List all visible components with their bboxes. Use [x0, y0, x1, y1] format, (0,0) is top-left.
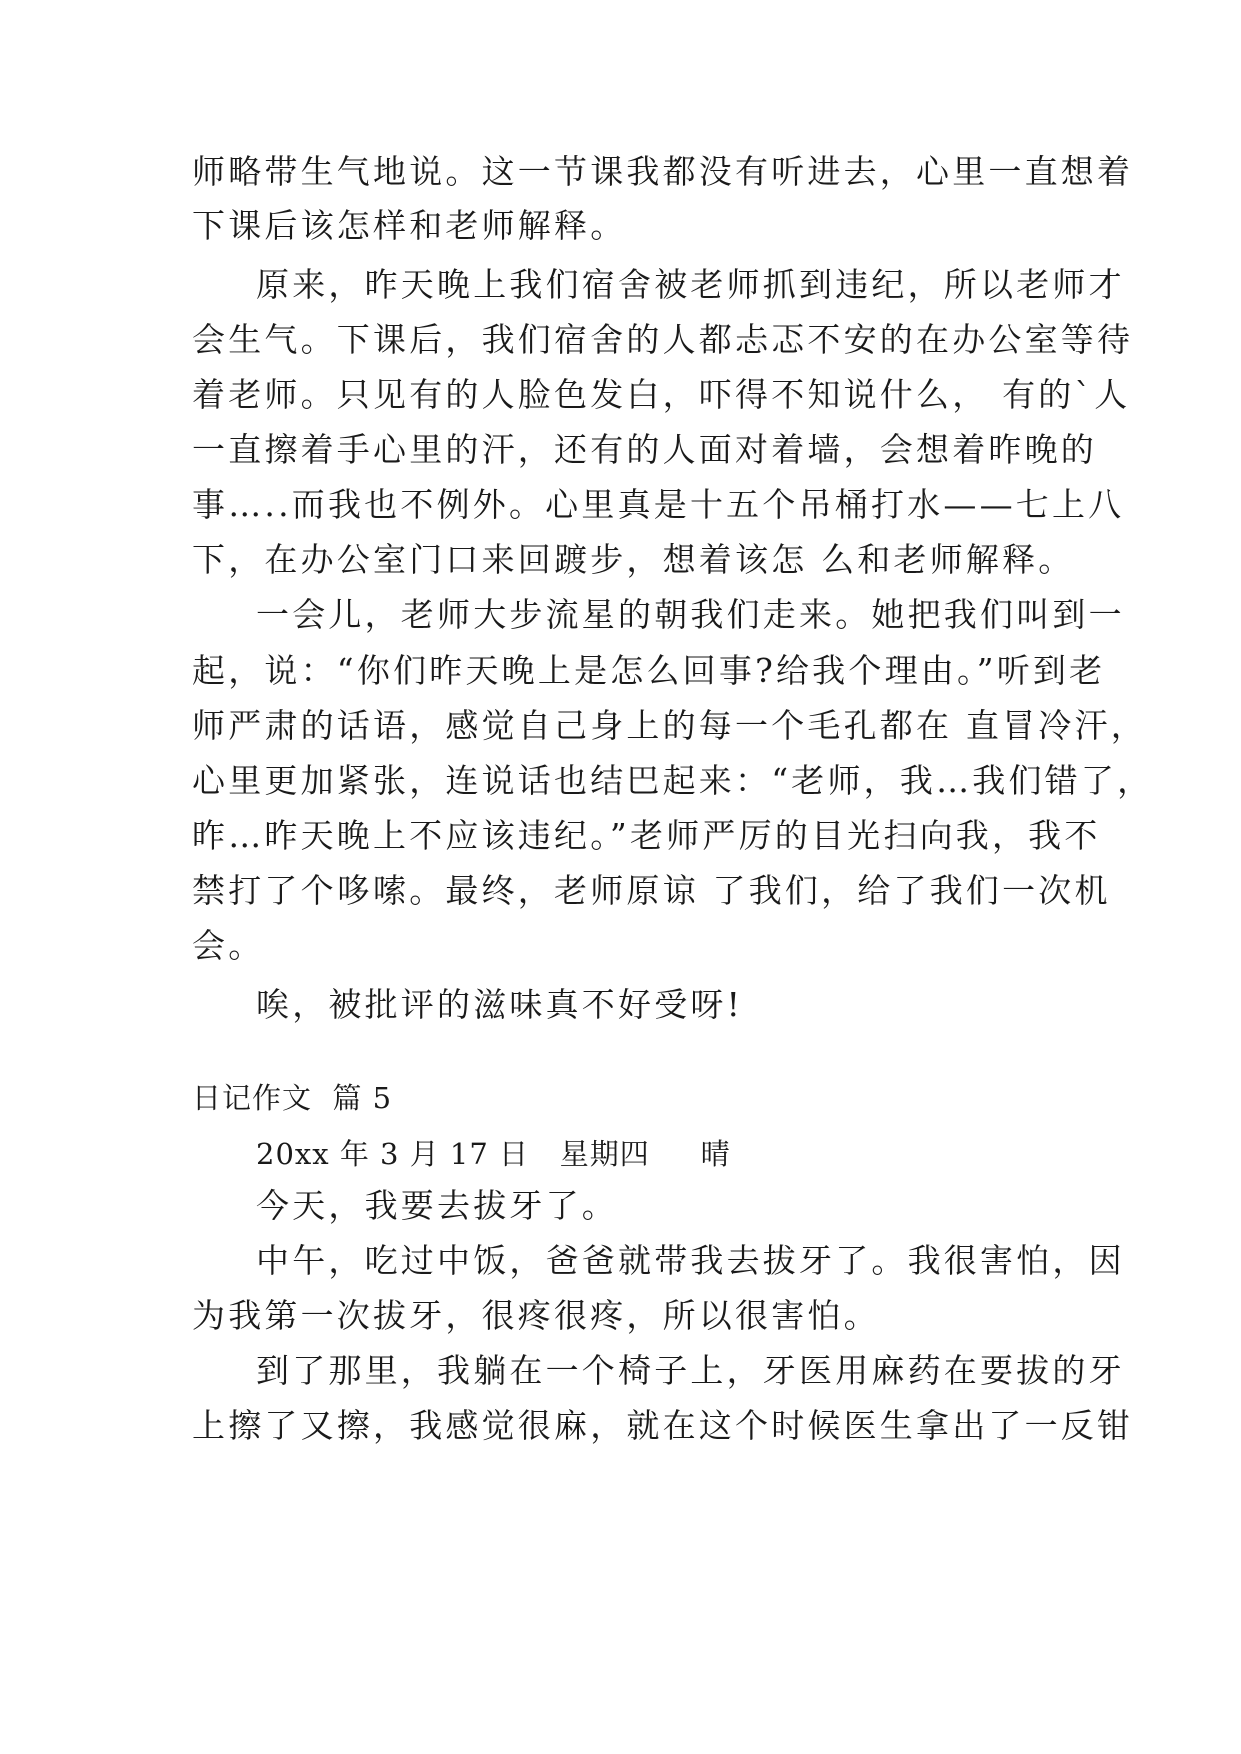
text-line: 下，在办公室门口来回踱步，想着该怎 么和老师解释。 — [192, 540, 1075, 579]
paragraph-start: 今天，我要去拔牙了。 — [256, 1186, 618, 1225]
paragraph-start: 原来，昨天晚上我们宿舍被老师抓到违纪，所以老师才 — [256, 265, 1125, 304]
text-line: 师略带生气地说。这一节课我都没有听进去，心里一直想着 — [192, 152, 1134, 191]
text-line: 禁打了个哆嗦。最终，老师原谅 了我们，给了我们一次机 — [192, 871, 1111, 910]
text-line: 下课后该怎样和老师解释。 — [192, 206, 627, 245]
text-line: 心里更加紧张，连说话也结巴起来：“老师，我…我们错了， — [192, 761, 1154, 800]
text-line: 昨…昨天晚上不应该违纪。”老师严厉的目光扫向我，我不 — [192, 816, 1101, 855]
text-line: 会。 — [192, 926, 265, 965]
text-line: 为我第一次拔牙，很疼很疼，所以很害怕。 — [192, 1296, 880, 1335]
paragraph-start: 到了那里，我躺在一个椅子上，牙医用麻药在要拔的牙 — [256, 1351, 1125, 1390]
text-line: 师严肃的话语，感觉自己身上的每一个毛孔都在 直冒冷汗， — [192, 706, 1147, 745]
text-line: 一直擦着手心里的汗，还有的人面对着墙，会想着昨晚的 — [192, 430, 1097, 469]
text-line: 事…..而我也不例外。心里真是十五个吊桶打水——七上八 — [192, 485, 1125, 524]
text-line: 着老师。只见有的人脸色发白，吓得不知说什么， 有的`人 — [192, 375, 1131, 414]
paragraph-start: 中午，吃过中饭，爸爸就带我去拔牙了。我很害怕，因 — [256, 1241, 1125, 1280]
text-line: 会生气。下课后，我们宿舍的人都忐忑不安的在办公室等待 — [192, 320, 1134, 359]
text-line: 上擦了又擦，我感觉很麻，就在这个时候医生拿出了一反钳 — [192, 1406, 1134, 1445]
paragraph-start: 唉，被批评的滋味真不好受呀! — [256, 985, 744, 1024]
text-line: 起，说：“你们昨天晚上是怎么回事?给我个理由。”听到老 — [192, 651, 1106, 690]
diary-date: 20xx 年 3 月 17 日 星期四 晴 — [256, 1137, 731, 1171]
paragraph-start: 一会儿，老师大步流星的朝我们走来。她把我们叫到一 — [256, 595, 1125, 634]
section-heading: 日记作文 篇 5 — [192, 1081, 393, 1115]
